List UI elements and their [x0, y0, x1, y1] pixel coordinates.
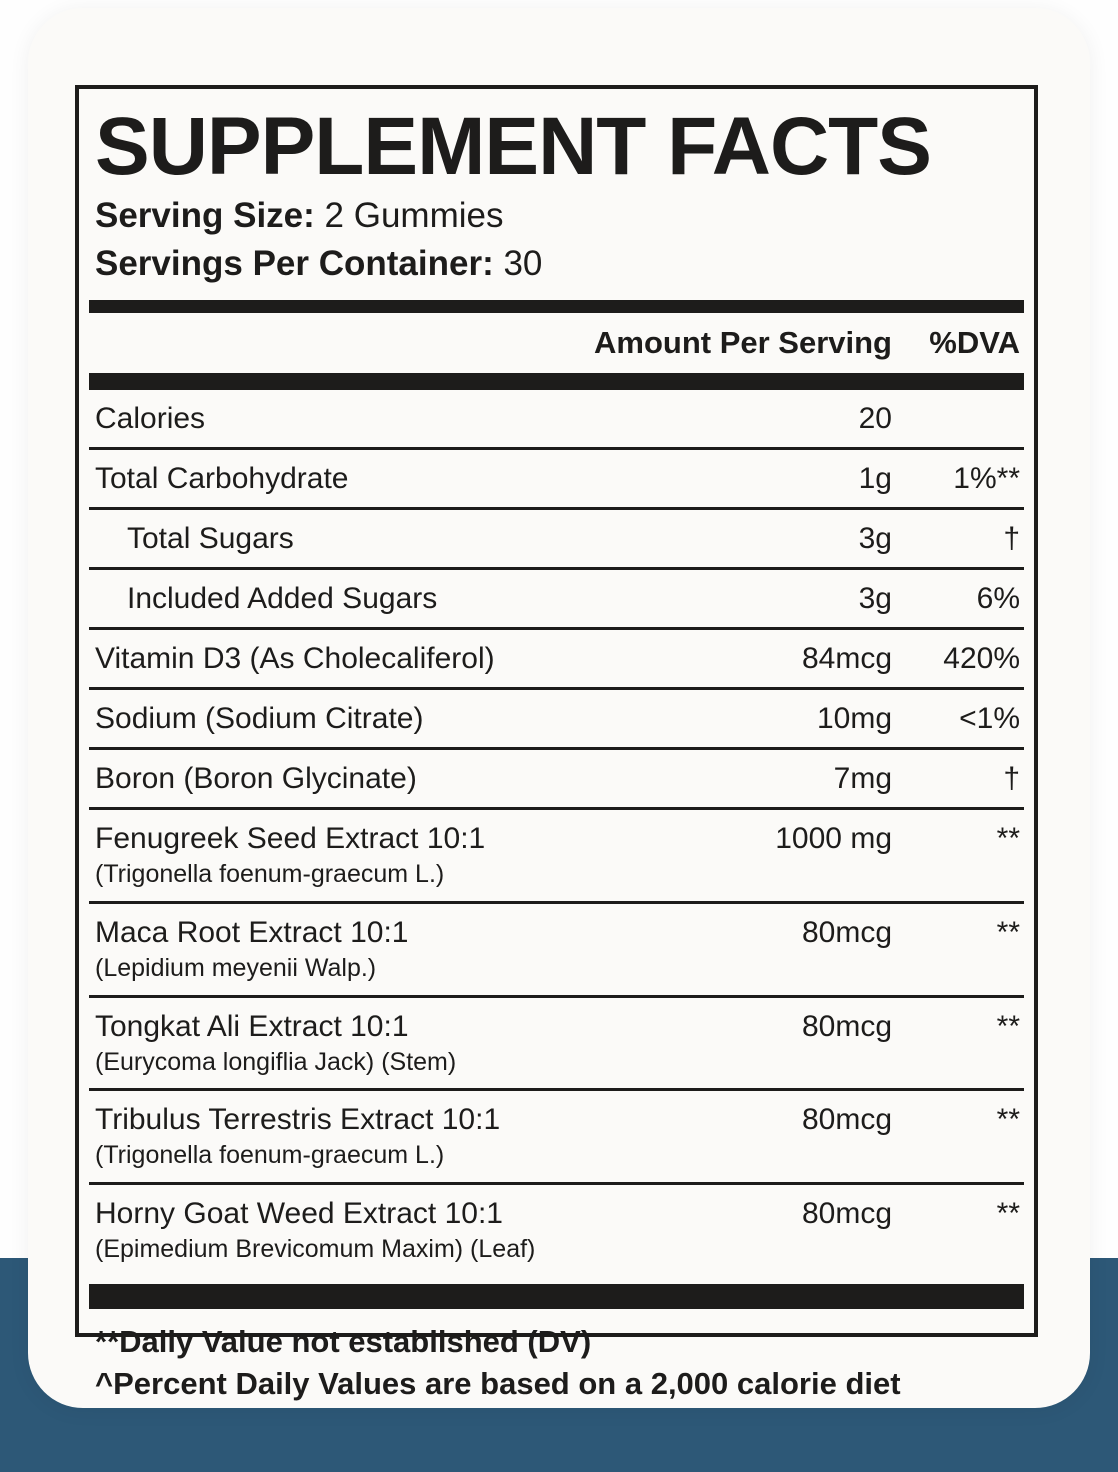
divider-bar-header [89, 373, 1024, 390]
ingredient-botanical-name: (Eurycoma longiflia Jack) (Stem) [95, 1047, 457, 1076]
ingredient-amount: 1g [858, 462, 892, 495]
ingredient-amount: 80mcg [801, 1009, 892, 1043]
ingredient-cell [95, 759, 762, 798]
ingredient-name: Total Carbohydrate [95, 462, 349, 495]
footnote-daily-value: **Daily Value not established (DV) [95, 1323, 592, 1359]
ingredient-daily-value: 420% [943, 642, 1020, 675]
ingredient-amount: 7mg [833, 762, 892, 795]
ingredient-amount: 80mcg [801, 1103, 892, 1137]
ingredient-cell [95, 1194, 762, 1267]
nutrient-rows [79, 390, 1034, 1276]
table-row [79, 998, 1034, 1089]
serving-size-line [95, 195, 1020, 238]
supplement-card [28, 8, 1090, 1408]
ingredient-botanical-name: (Lepidium meyenii Walp.) [95, 953, 377, 982]
table-row [79, 450, 1034, 507]
ingredient-name: Horny Goat Weed Extract 10:1 [95, 1197, 503, 1230]
ingredient-daily-value: † [1003, 522, 1020, 555]
ingredient-botanical-name: (Trigonella foenum-graecum L.) [95, 860, 445, 888]
servings-per-container-line [95, 243, 1020, 286]
table-row [79, 1185, 1034, 1276]
ingredient-cell [95, 399, 762, 438]
table-row [79, 510, 1034, 567]
panel-title: SUPPLEMENT FACTS [95, 101, 931, 192]
ingredient-cell [95, 1007, 762, 1080]
ingredient-daily-value: ** [996, 1197, 1020, 1230]
ingredient-daily-value: ** [996, 1103, 1020, 1137]
ingredient-daily-value: ** [996, 1009, 1020, 1043]
ingredient-daily-value: <1% [959, 702, 1020, 735]
footnotes [79, 1309, 1034, 1421]
ingredient-cell [95, 913, 762, 986]
ingredient-cell [95, 579, 762, 618]
ingredient-cell [95, 819, 762, 892]
ingredient-name: Vitamin D3 (As Cholecaliferol) [95, 642, 495, 675]
servings-per-container-label: Servings Per Container: [95, 244, 494, 284]
ingredient-name: Boron (Boron Glycinate) [95, 762, 417, 795]
ingredient-name: Sodium (Sodium Citrate) [95, 702, 424, 735]
ingredient-amount: 3g [858, 522, 892, 555]
panel-header [79, 89, 1034, 294]
ingredient-amount: 20 [858, 402, 892, 435]
ingredient-botanical-name: (Trigonella foenum-graecum L.) [95, 1141, 445, 1170]
ingredient-name: Tribulus Terrestris Extract 10:1 [95, 1103, 501, 1137]
amount-column-header: Amount Per Serving [594, 325, 892, 360]
table-row [79, 1091, 1034, 1182]
serving-size-label: Serving Size: [95, 195, 315, 235]
ingredient-amount: 1000 mg [775, 822, 892, 855]
divider-bar-bottom [89, 1284, 1024, 1309]
ingredient-name: Calories [95, 402, 206, 435]
serving-size-value: 2 Gummies [324, 195, 504, 235]
ingredient-botanical-name: (Epimedium Brevicomum Maxim) (Leaf) [95, 1235, 536, 1263]
ingredient-cell [95, 639, 762, 678]
column-header-row [79, 313, 1034, 373]
ingredient-name: Included Added Sugars [127, 582, 438, 615]
dv-column-header: %DVA [929, 325, 1020, 360]
table-row [79, 690, 1034, 747]
ingredient-cell [95, 1100, 762, 1173]
ingredient-daily-value: 6% [976, 582, 1020, 615]
table-row [79, 630, 1034, 687]
ingredient-name: Total Sugars [127, 522, 294, 555]
ingredient-daily-value: † [1003, 762, 1020, 795]
footnote-percent-dv: ^Percent Daily Values are based on a 2,000 calorie diet [95, 1365, 901, 1401]
ingredient-daily-value: ** [996, 915, 1020, 949]
supplement-facts-panel [75, 85, 1038, 1401]
ingredient-daily-value: 1%** [953, 462, 1020, 495]
table-row [79, 904, 1034, 995]
ingredient-cell [95, 459, 762, 498]
table-row [79, 750, 1034, 807]
ingredient-amount: 80mcg [801, 915, 892, 949]
ingredient-name: Tongkat Ali Extract 10:1 [95, 1009, 409, 1043]
ingredient-amount: 10mg [816, 702, 892, 735]
table-row [79, 570, 1034, 627]
table-row [79, 810, 1034, 901]
ingredient-cell [95, 519, 762, 558]
ingredient-amount: 3g [858, 582, 892, 615]
servings-per-container-value: 30 [503, 244, 543, 284]
ingredient-name: Fenugreek Seed Extract 10:1 [95, 822, 486, 855]
ingredient-cell [95, 699, 762, 738]
ingredient-amount: 84mcg [801, 642, 892, 675]
ingredient-daily-value: ** [996, 822, 1020, 855]
ingredient-name: Maca Root Extract 10:1 [95, 915, 409, 949]
divider-bar-top [89, 300, 1024, 313]
table-row [79, 390, 1034, 447]
ingredient-amount: 80mcg [801, 1197, 892, 1230]
